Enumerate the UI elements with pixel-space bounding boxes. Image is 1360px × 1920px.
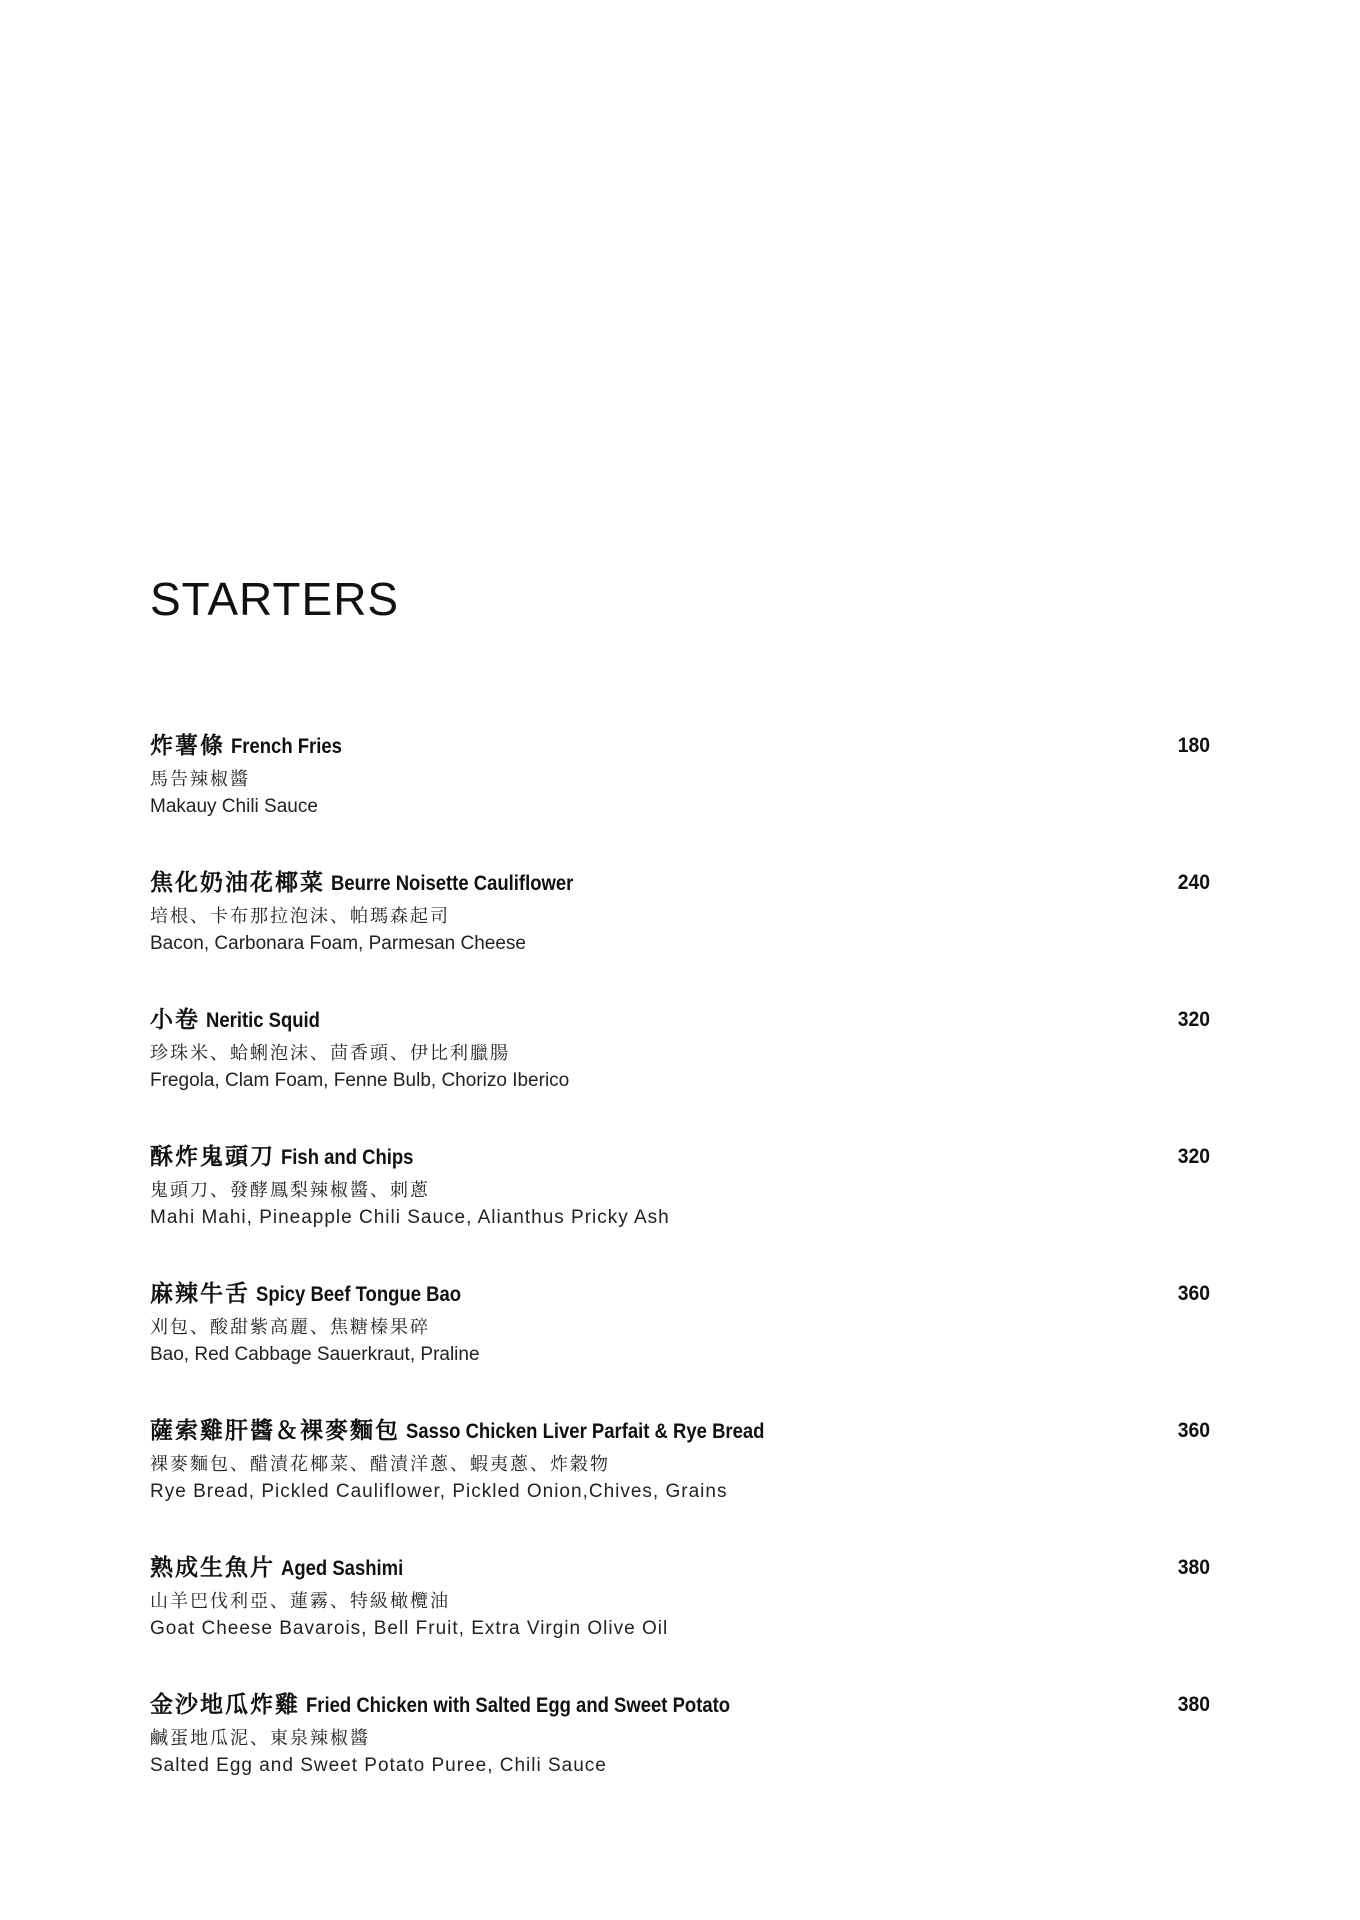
menu-item-name-zh: 金沙地瓜炸雞 [150,1692,300,1718]
menu-item-name-en: Neritic Squid [206,1009,320,1032]
menu-item-price: 240 [1177,871,1210,894]
menu-item-fish-and-chips [150,1140,1210,1277]
menu-item-name-en: Beurre Noisette Cauliflower [331,872,574,895]
menu-item-chicken-liver-parfait [150,1414,1210,1551]
menu-item-fried-chicken [150,1688,1210,1825]
menu-item-price: 380 [1177,1693,1210,1716]
menu-item-description-en: Bao, Red Cabbage Sauerkraut, Praline [150,1344,480,1365]
menu-item-description-zh: 裸麥麵包、醋漬花椰菜、醋漬洋蔥、蝦夷蔥、炸穀物 [150,1454,610,1475]
menu-item-price: 380 [1177,1556,1210,1579]
menu-item-description-zh: 刈包、酸甜紫高麗、焦糖榛果碎 [150,1317,430,1338]
menu-item-name-zh: 麻辣牛舌 [150,1281,250,1307]
menu-item-description-en: Salted Egg and Sweet Potato Puree, Chili Sauce [150,1755,607,1776]
menu-item-title [150,1414,1210,1448]
menu-item-name-zh: 薩索雞肝醬＆裸麥麵包 [150,1418,400,1444]
menu-item-title [150,1003,1210,1037]
menu-item-name-zh: 酥炸鬼頭刀 [150,1144,275,1170]
menu-item-price: 180 [1177,734,1210,757]
menu-item-name-en: Sasso Chicken Liver Parfait & Rye Bread [406,1420,765,1443]
menu-item-price: 360 [1177,1419,1210,1442]
menu-item-neritic-squid [150,1003,1210,1140]
menu-item-description-en: Fregola, Clam Foam, Fenne Bulb, Chorizo Iberico [150,1070,570,1091]
page-title: STARTERS [150,573,400,625]
menu-item-name-en: Fish and Chips [281,1146,414,1169]
menu-item-description-zh: 珍珠米、蛤蜊泡沫、茴香頭、伊比利臘腸 [150,1043,510,1064]
menu-item-price: 360 [1177,1282,1210,1305]
menu-item-name-en: Aged Sashimi [281,1557,404,1580]
menu-item-description-zh: 培根、卡布那拉泡沫、帕瑪森起司 [150,906,450,927]
menu-item-cauliflower [150,866,1210,1003]
menu-item-description-zh: 鹹蛋地瓜泥、東泉辣椒醬 [150,1728,370,1749]
menu-item-name-zh: 熟成生魚片 [150,1555,275,1581]
menu-item-description-zh: 鬼頭刀、發酵鳳梨辣椒醬、刺蔥 [150,1180,430,1201]
menu-item-name-en: Spicy Beef Tongue Bao [256,1283,462,1306]
menu-item-title [150,1277,1210,1311]
menu-item-aged-sashimi [150,1551,1210,1688]
menu-item-french-fries [150,729,1210,866]
menu-item-name-zh: 焦化奶油花椰菜 [150,870,325,896]
menu-item-name-zh: 炸薯條 [150,733,225,759]
menu-item-name-zh: 小卷 [150,1007,200,1033]
menu-item-title [150,1688,1210,1722]
menu-item-name-en: French Fries [231,735,342,758]
menu-item-title [150,729,1210,763]
starters-menu-list [150,729,1210,1825]
menu-item-description-en: Mahi Mahi, Pineapple Chili Sauce, Alianthus Pricky Ash [150,1207,670,1228]
menu-item-name-en: Fried Chicken with Salted Egg and Sweet Potato [306,1694,731,1717]
menu-item-beef-tongue-bao [150,1277,1210,1414]
menu-item-description-en: Bacon, Carbonara Foam, Parmesan Cheese [150,933,526,954]
menu-item-description-zh: 馬告辣椒醬 [150,769,250,790]
menu-item-description-en: Goat Cheese Bavarois, Bell Fruit, Extra Virgin Olive Oil [150,1618,669,1639]
menu-item-title [150,866,1210,900]
menu-item-price: 320 [1177,1008,1210,1031]
menu-item-description-en: Makauy Chili Sauce [150,796,318,817]
menu-item-price: 320 [1177,1145,1210,1168]
menu-item-description-en: Rye Bread, Pickled Cauliflower, Pickled Onion,Chives, Grains [150,1481,728,1502]
menu-item-description-zh: 山羊巴伐利亞、蓮霧、特級橄欖油 [150,1591,450,1612]
menu-item-title [150,1551,1210,1585]
menu-item-title [150,1140,1210,1174]
